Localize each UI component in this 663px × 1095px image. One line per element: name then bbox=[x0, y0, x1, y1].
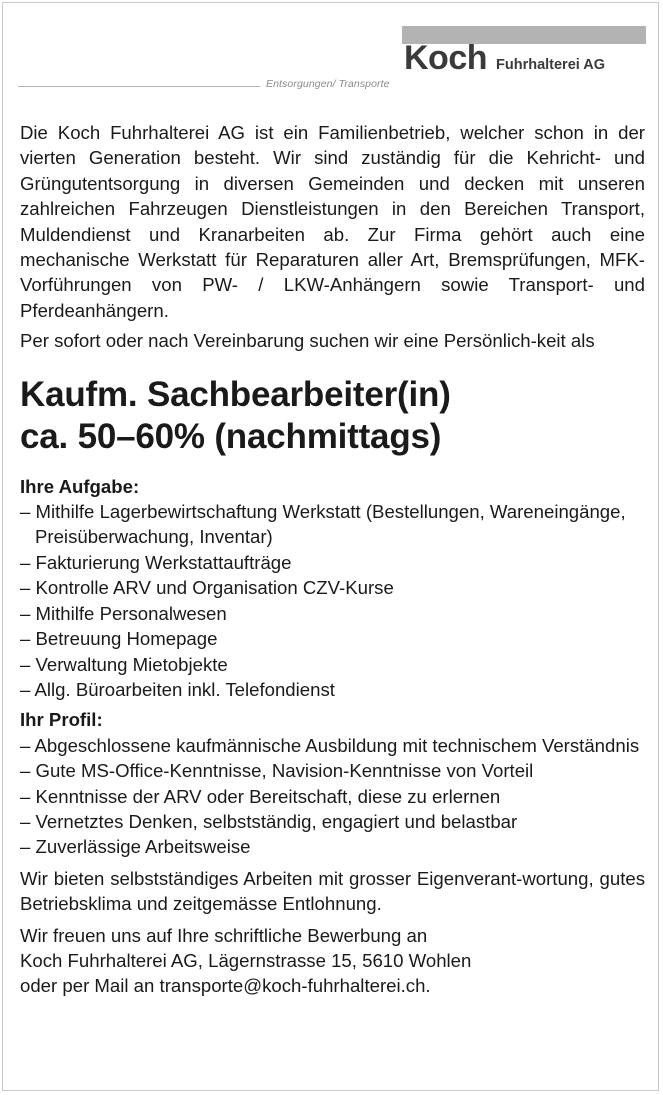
intro-paragraph: Die Koch Fuhrhalterei AG ist ein Familienbetrieb, welcher schon in der vierten Generation besteht. Wir sind zuständig für die Kehricht- und Grüngutentsorgung in diversen Gemeinden und decken mit unseren zahlreichen Fahrzeugen Dienstleistungen in den Bereichen Transport, Muldendienst und Kranarbeiten ab. Zur Firma gehört auch eine mechanische Werkstatt für Reparaturen aller Art, Bremsprüfungen, MFK-Vorführungen von PW- / LKW-Anhängern sowie Transport- und Pferdeanhängern. bbox=[20, 122, 645, 321]
profile-list bbox=[20, 733, 645, 860]
list-item: – Mithilfe Lagerbewirtschaftung Werkstatt (Bestellungen, Wareneingänge, Preisüberwachung, Inventar) bbox=[20, 501, 626, 548]
company-header bbox=[0, 0, 663, 100]
tasks-list bbox=[20, 499, 645, 702]
list-item: – Zuverlässige Arbeitsweise bbox=[20, 836, 251, 858]
list-item: – Verwaltung Mietobjekte bbox=[20, 653, 228, 675]
contact-email-line: oder per Mail an transporte@koch-fuhrhalterei.ch. bbox=[20, 975, 431, 997]
tasks-heading: Ihre Aufgabe: bbox=[20, 475, 140, 497]
ad-body bbox=[20, 120, 645, 999]
list-item: – Kontrolle ARV und Organisation CZV-Kurse bbox=[20, 577, 394, 599]
job-title-line-2: ca. 50–60% (nachmittags) bbox=[20, 416, 442, 456]
company-logo-name: Koch bbox=[404, 39, 487, 77]
job-title bbox=[20, 374, 645, 458]
header-rule bbox=[18, 86, 260, 87]
search-paragraph: Per sofort oder nach Vereinbarung suchen wir eine Persönlich-keit als bbox=[20, 330, 595, 352]
closing-line-1: Wir freuen uns auf Ihre schriftliche Bewerbung an bbox=[20, 924, 428, 946]
closing-paragraph bbox=[20, 923, 645, 999]
job-title-line-1: Kaufm. Sachbearbeiter(in) bbox=[20, 374, 451, 414]
list-item: – Gute MS-Office-Kenntnisse, Navision-Kenntnisse von Vorteil bbox=[20, 760, 534, 782]
list-item: – Fakturierung Werkstattaufträge bbox=[20, 551, 292, 573]
company-address: Koch Fuhrhalterei AG, Lägernstrasse 15, 5610 Wohlen bbox=[20, 949, 472, 971]
list-item: – Mithilfe Personalwesen bbox=[20, 602, 227, 624]
offer-paragraph: Wir bieten selbstständiges Arbeiten mit grosser Eigenverant-wortung, gutes Betriebsklima und zeitgemässe Entlohnung. bbox=[20, 867, 645, 915]
list-item: – Abgeschlossene kaufmännische Ausbildung mit technischem Verständnis bbox=[20, 734, 640, 756]
company-tagline: Entsorgungen/ Transporte bbox=[266, 78, 390, 90]
list-item: – Betreuung Homepage bbox=[20, 628, 218, 650]
profile-heading: Ihr Profil: bbox=[20, 709, 103, 731]
list-item: – Vernetztes Denken, selbstständig, engagiert und belastbar bbox=[20, 810, 518, 832]
list-item: – Allg. Büroarbeiten inkl. Telefondienst bbox=[20, 678, 335, 700]
company-logo-suffix: Fuhrhalterei AG bbox=[496, 57, 606, 73]
list-item: – Kenntnisse der ARV oder Bereitschaft, diese zu erlernen bbox=[20, 785, 501, 807]
